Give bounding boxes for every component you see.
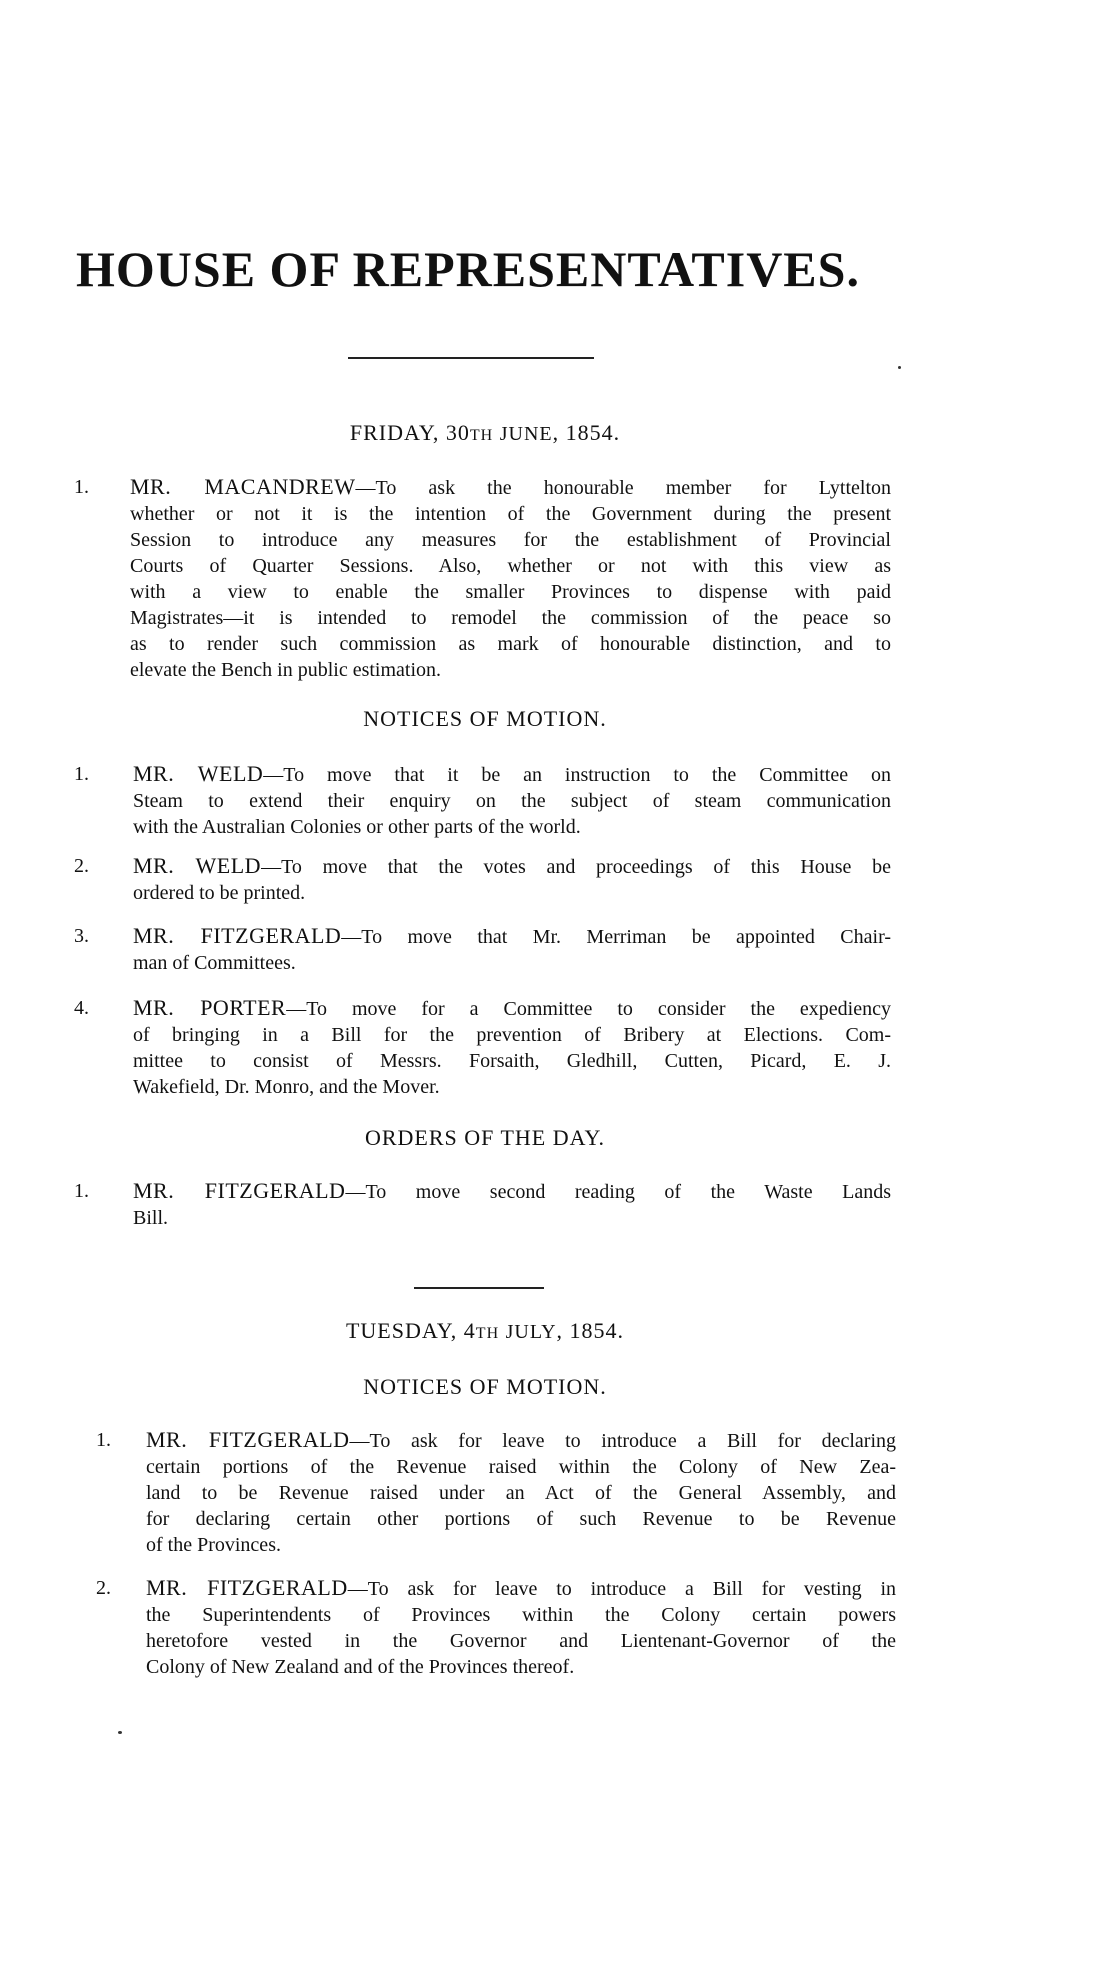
item-member: MR. FITZGERALD — [133, 923, 342, 948]
item-number: 1. — [74, 476, 89, 498]
item-line: with a view to enable the smaller Provinces to dispense with paid — [130, 581, 891, 603]
divider-rule — [348, 357, 594, 359]
item-number: 1. — [74, 763, 89, 785]
notice-item-3 — [74, 923, 891, 976]
item-line: MR. FITZGERALD—To ask for leave to introduce a Bill for vesting in — [146, 1575, 897, 1600]
item-line: MR. FITZGERALD—To move second reading of the Waste Lands — [133, 1178, 891, 1203]
date-heading-tuesday — [0, 1318, 970, 1344]
item-line: Session to introduce any measures for the establishment of Provincial — [130, 529, 891, 551]
item-line: whether or not it is the intention of the Government during the present — [130, 503, 891, 525]
item-line: MR. FITZGERALD—To ask for leave to introduce a Bill for declaring — [146, 1427, 896, 1452]
item-line: Bill. — [133, 1207, 169, 1229]
date-main: FRIDAY, 30 — [349, 420, 470, 445]
item-line: elevate the Bench in public estimation. — [130, 659, 442, 681]
section-heading-notices: NOTICES OF MOTION. — [363, 706, 607, 731]
item-line: mittee to consist of Messrs. Forsaith, Gledhill, Cutten, Picard, E. J. — [133, 1050, 891, 1072]
item-member: MR. WELD — [133, 761, 264, 786]
item-line: MR. WELD—To move that it be an instruction to the Committee on — [133, 761, 891, 786]
item-line: Magistrates—it is intended to remodel the commission of the peace so — [130, 607, 891, 629]
date-month: JULY — [505, 1321, 557, 1343]
notice-item-2 — [74, 853, 891, 906]
item-number: 1. — [96, 1429, 111, 1451]
speck — [898, 366, 901, 369]
date-suffix: TH — [469, 427, 494, 444]
item-number: 2. — [74, 855, 89, 877]
item-line: for declaring certain other portions of such Revenue to be Revenue — [146, 1508, 896, 1530]
item-number: 3. — [74, 925, 89, 947]
item-member: MR. FITZGERALD — [146, 1427, 350, 1452]
item-member: MR. FITZGERALD — [146, 1575, 348, 1600]
date-year: , 1854. — [556, 1318, 625, 1343]
item-line: of bringing in a Bill for the prevention of Bribery at Elections. Com- — [133, 1024, 891, 1046]
item-line: land to be Revenue raised under an Act of the General Assembly, and — [146, 1482, 896, 1504]
item-member: MR. PORTER — [133, 995, 287, 1020]
item-number: 4. — [74, 997, 89, 1019]
section-heading-notices-2: NOTICES OF MOTION. — [363, 1374, 607, 1399]
item-line: MR. MACANDREW—To ask the honourable member for Lyttelton — [130, 474, 891, 499]
notice-item-4 — [74, 995, 891, 1100]
item-line: certain portions of the Revenue raised within the Colony of New Zea- — [146, 1456, 896, 1478]
notice-item-2-tuesday — [96, 1575, 897, 1680]
date-month: JUNE — [499, 423, 553, 445]
item-member: MR. MACANDREW — [130, 474, 356, 499]
item-member: MR. FITZGERALD — [133, 1178, 346, 1203]
document-title: HOUSE OF REPRESENTATIVES. — [76, 241, 860, 297]
item-line: MR. PORTER—To move for a Committee to consider the expediency — [133, 995, 891, 1020]
item-line: heretofore vested in the Governor and Lientenant-Governor of the — [146, 1630, 896, 1652]
item-line: man of Committees. — [133, 952, 296, 974]
item-line: ordered to be printed. — [133, 882, 306, 904]
item-line: the Superintendents of Provinces within the Colony certain powers — [146, 1604, 896, 1626]
item-line: Wakefield, Dr. Monro, and the Mover. — [133, 1076, 440, 1098]
notice-item-1 — [74, 761, 891, 840]
order-item-1 — [74, 1178, 891, 1231]
item-line: Colony of New Zealand and of the Provinces thereof. — [146, 1656, 575, 1678]
item-line: Courts of Quarter Sessions. Also, whether or not with this view as — [130, 555, 891, 577]
divider-rule — [414, 1287, 544, 1289]
speck — [118, 1731, 122, 1734]
item-line: MR. WELD—To move that the votes and proceedings of this House be — [133, 853, 891, 878]
notice-item-1-tuesday — [96, 1427, 896, 1558]
item-member: MR. WELD — [133, 853, 262, 878]
question-item — [74, 474, 891, 683]
date-suffix: TH — [475, 1325, 500, 1342]
item-line: with the Australian Colonies or other parts of the world. — [133, 816, 581, 838]
date-year: , 1854. — [552, 420, 621, 445]
item-line: Steam to extend their enquiry on the subject of steam communication — [133, 790, 891, 812]
item-number: 2. — [96, 1577, 111, 1599]
date-heading-friday — [0, 420, 970, 446]
section-heading-orders: ORDERS OF THE DAY. — [364, 1125, 606, 1150]
date-main: TUESDAY, 4 — [345, 1318, 476, 1343]
item-line: MR. FITZGERALD—To move that Mr. Merriman be appointed Chair- — [133, 923, 891, 948]
item-number: 1. — [74, 1180, 89, 1202]
item-line: of the Provinces. — [146, 1534, 281, 1556]
item-line: as to render such commission as mark of honourable distinction, and to — [130, 633, 891, 655]
